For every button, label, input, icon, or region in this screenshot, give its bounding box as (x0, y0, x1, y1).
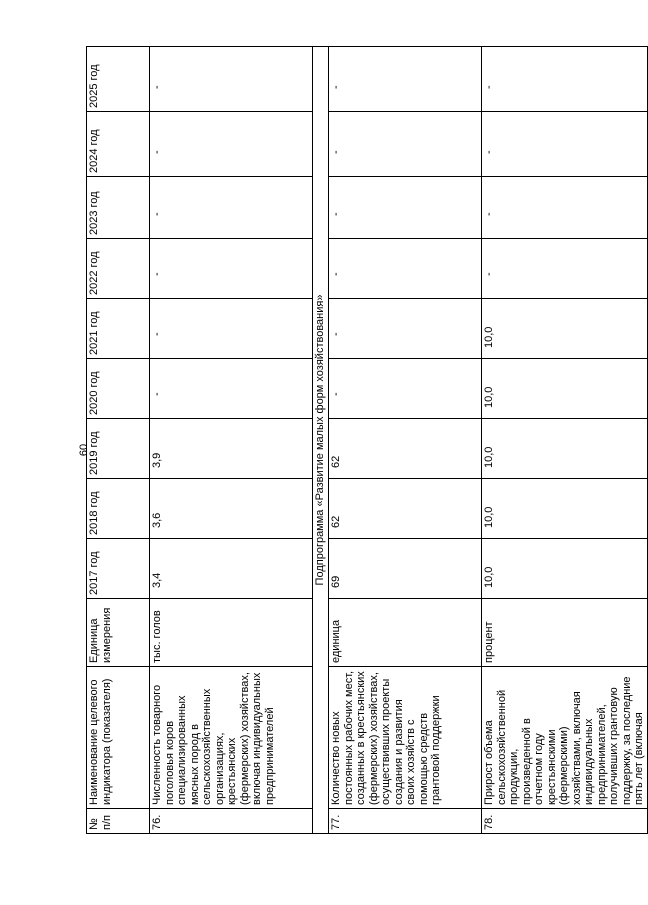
value-2018: 10,0 (482, 479, 648, 539)
page-number: 60 (78, 443, 90, 457)
col-header-2025: 2025 год (87, 47, 150, 112)
value-2022: - (150, 239, 313, 299)
value-2024: - (150, 112, 313, 177)
value-2025: - (150, 47, 313, 112)
indicators-table (86, 46, 648, 834)
value-2021: - (329, 299, 482, 359)
value-2023: - (329, 177, 482, 239)
value-2018: 3,6 (150, 479, 313, 539)
table-viewport (86, 47, 645, 834)
unit-cell: тыс. голов (150, 599, 313, 667)
value-2020: - (150, 359, 313, 419)
indicator-name: Численность товарного поголовья коров специализированных мясных пород в сельскохозяйственных организациях, крестьянских (фермерских) хозяйствах, включая индивидуальных предпринимателей (150, 667, 313, 809)
row-number: 77. (329, 809, 482, 834)
value-2023: - (482, 177, 648, 239)
value-2018: 62 (329, 479, 482, 539)
value-2019: 62 (329, 419, 482, 479)
subprogram-row (313, 47, 329, 834)
value-2025: - (482, 47, 648, 112)
value-2024: - (482, 112, 648, 177)
col-header-2021: 2021 год (87, 299, 150, 359)
subprogram-title: Подпрограмма «Развитие малых форм хозяйствования» (313, 47, 329, 834)
col-header-2017: 2017 год (87, 539, 150, 599)
value-2019: 3,9 (150, 419, 313, 479)
unit-cell: процент (482, 599, 648, 667)
header-row (87, 47, 150, 834)
indicator-name: Количество новых постоянных рабочих мест, созданных в крестьянских (фермерских) хозяйствах, осуществивших проекты создания и развития своих хозяйств с помощью средств грантовой поддержки (329, 667, 482, 809)
col-header-2023: 2023 год (87, 177, 150, 239)
table-row (329, 47, 482, 834)
value-2022: - (329, 239, 482, 299)
row-number: 78. (482, 809, 648, 834)
table-row (482, 47, 648, 834)
value-2019: 10,0 (482, 419, 648, 479)
value-2021: 10,0 (482, 299, 648, 359)
col-header-num: № п/п (87, 809, 150, 834)
value-2020: - (329, 359, 482, 419)
value-2025: - (329, 47, 482, 112)
value-2021: - (150, 299, 313, 359)
row-number: 76. (150, 809, 313, 834)
value-2022: - (482, 239, 648, 299)
value-2017: 3,4 (150, 539, 313, 599)
col-header-2024: 2024 год (87, 112, 150, 177)
value-2023: - (150, 177, 313, 239)
indicators-table-rotated (86, 47, 645, 834)
value-2017: 10,0 (482, 539, 648, 599)
indicator-name: Прирост объема сельскохозяйственной продукции, произведенной в отчетном году крестьянскими (фермерскими) хозяйствами, включая индивидуальных предпринимателей, получивших грантовую поддержку, за последние пять лет (включая (482, 667, 648, 809)
unit-cell: единица (329, 599, 482, 667)
col-header-unit: Единица измерения (87, 599, 150, 667)
col-header-2022: 2022 год (87, 239, 150, 299)
col-header-2018: 2018 год (87, 479, 150, 539)
table-row (150, 47, 313, 834)
value-2017: 69 (329, 539, 482, 599)
col-header-name: Наименование целевого индикатора (показателя) (87, 667, 150, 809)
value-2024: - (329, 112, 482, 177)
value-2020: 10,0 (482, 359, 648, 419)
col-header-2020: 2020 год (87, 359, 150, 419)
col-header-2019: 2019 год (87, 419, 150, 479)
